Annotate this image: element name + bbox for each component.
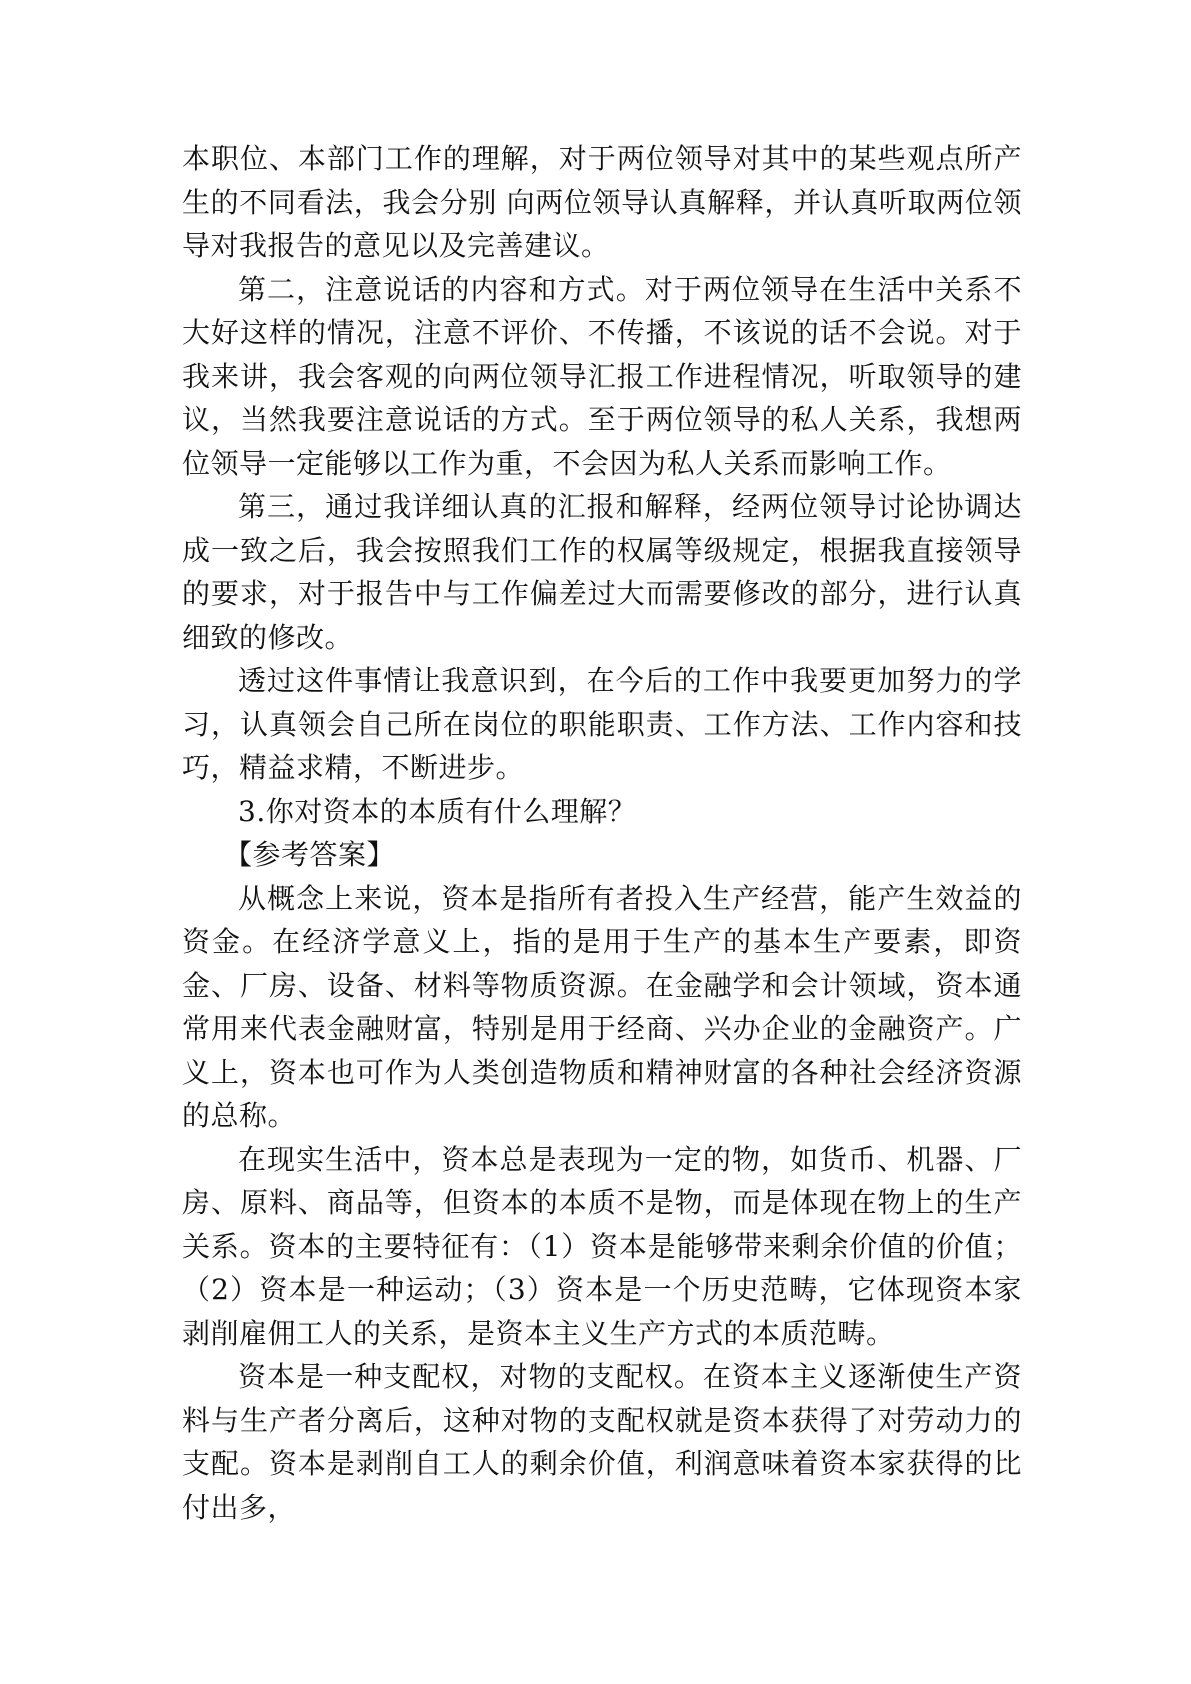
reference-answer-label: 【参考答案】 <box>224 838 396 871</box>
paragraph-continued: 本职位、本部门工作的理解，对于两位领导对其中的某些观点所产生的不同看法，我会分别 向两位领导认真解释，并认真听取两位领导对我报告的意见以及完善建议。 <box>182 142 1022 262</box>
paragraph-capital-essence: 在现实生活中，资本总是表现为一定的物，如货币、机器、厂房、原料、商品等，但资本的本质不是物，而是体现在物上的生产关系。资本的主要特征有：（1）资本是能够带来剩余价值的价值；（2）资本是一种运动；（3）资本是一个历史范畴，它体现资本家剥削雇佣工人的关系，是资本主义生产方式的本质范畴。 <box>182 1142 1022 1350</box>
document-body <box>182 137 1022 1529</box>
paragraph-point-three: 第三，通过我详细认真的汇报和解释，经两位领导讨论协调达成一致之后，我会按照我们工作的权属等级规定，根据我直接领导的要求，对于报告中与工作偏差过大而需要修改的部分，进行认真细致的修改。 <box>182 490 1022 654</box>
paragraph-reflection: 透过这件事情让我意识到，在今后的工作中我要更加努力的学习，认真领会自己所在岗位的职能职责、工作方法、工作内容和技巧，精益求精，不断进步。 <box>182 664 1022 784</box>
paragraph-point-two: 第二，注意说话的内容和方式。对于两位领导在生活中关系不大好这样的情况，注意不评价、不传播，不该说的话不会说。对于我来讲，我会客观的向两位领导汇报工作进程情况，听取领导的建议，当然我要注意说话的方式。至于两位领导的私人关系，我想两位领导一定能够以工作为重，不会因为私人关系而影响工作。 <box>182 272 1022 480</box>
paragraph-capital-control: 资本是一种支配权，对物的支配权。在资本主义逐渐使生产资料与生产者分离后，这种对物的支配权就是资本获得了对劳动力的支配。资本是剥削自工人的剩余价值，利润意味着资本家获得的比付出多， <box>182 1360 1022 1524</box>
paragraph-capital-concept: 从概念上来说，资本是指所有者投入生产经营，能产生效益的资金。在经济学意义上，指的是用于生产的基本生产要素，即资金、厂房、设备、材料等物质资源。在金融学和会计领域，资本通常用来代表金融财富，特别是用于经商、兴办企业的金融资产。广义上，资本也可作为人类创造物质和精神财富的各种社会经济资源的总称。 <box>182 881 1022 1132</box>
question-heading: 3.你对资本的本质有什么理解？ <box>238 794 637 828</box>
